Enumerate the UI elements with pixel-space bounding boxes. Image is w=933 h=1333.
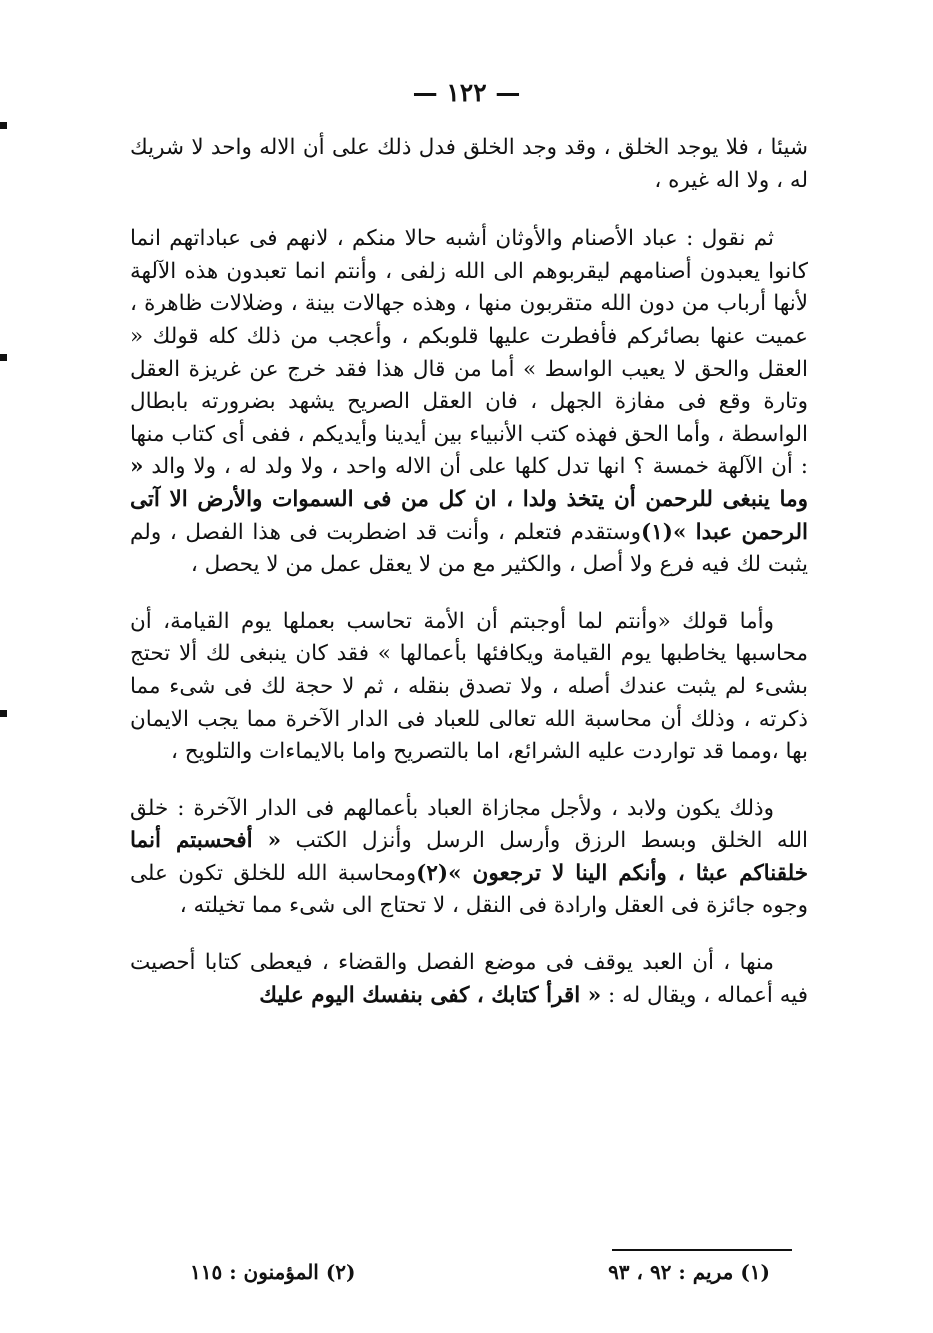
footnote-divider <box>612 1249 792 1251</box>
footnote-ref: (٢) <box>416 860 449 886</box>
footnote-ref: (١) <box>641 519 673 545</box>
paragraph <box>130 947 808 1012</box>
paragraph: شيئا ، فلا يوجد الخلق ، وقد وجد الخلق فدل ذلك على أن الاله واحد لا شريك له ، ولا اله غيره ، <box>130 135 808 193</box>
paragraph <box>130 223 808 582</box>
footnotes <box>190 1260 770 1284</box>
quran-quote: « أفحسبتم أنما خلقناكم عبثا ، وأنكم الينا لا ترجعون » <box>130 828 809 886</box>
paragraph-text: وذلك يكون ولابد ، ولأجل مجازاة العباد بأعمالهم فى الدار الآخرة : خلق الله الخلق وبسط الرزق وأرسل الرسل وأنزل الكتب <box>130 795 808 854</box>
paragraph-text: ثم نقول : عباد الأصنام والأوثان أشبه حالا منكم ، لانهم فى عباداتهم انما كانوا يعبدون أصنامهم ليقربوهم الى الله زلفى ، وأنتم انما تعبدون هذه الآلهة لأنها أرباب من دون الله متقربون منها ، وهذه جهالات بينة ، وضلالات ظاهرة ، عميت عنها بصائركم فأفطرت عليها قلوبكم ، وأعجب من ذلك كله قولك « العقل والحق لا يعيب الواسط » أما من قال هذا فقد خرج عن غريزة العقل وتارة وقع فى مفازة الجهل ، فان العقل الصريح يشهد بضرورته بابطال الواسطة ، وأما الحق فهذه كتب الأنبياء بين أيدينا وأيديكم ، ففى أى كتاب منها : أن الآلهة خمسة ؟ انها تدل كلها على أن الاله واحد ، ولا ولد له ، ولا والد <box>130 226 808 480</box>
paragraph: وأما قولك «وأنتم لما أوجبتم أن الأمة تحاسب بعملها يوم القيامة، أن محاسبها يخاطبها يوم القيامة ويكافئها بأعمالها » فقد كان ينبغى لك ألا تحتج بشىء لم يثبت عندك أصله ، ولا تصدق بنقله ، ثم لا حجة لك فى شىء مما ذكرته ، وذلك أن محاسبة الله تعالى للعباد فى الدار الآخرة مما يجب الايمان بها ،ومما قد تواردت عليه الشرائع، اما بالتصريح واما بالايماءات والتلويح ، <box>130 608 808 765</box>
footnote: (١) مريم : ٩٢ ، ٩٣ <box>608 1260 770 1284</box>
page-number: — ١٢٢ — <box>412 78 521 107</box>
quran-quote: « وما ينبغى للرحمن أن يتخذ ولدا ، ان كل من فى السموات والأرض الا آتى الرحمن عبدا » <box>130 454 808 545</box>
margin-mark <box>0 710 7 717</box>
body-text <box>130 132 808 1012</box>
paragraph <box>130 793 808 923</box>
margin-mark <box>0 122 7 129</box>
margin-mark <box>0 354 7 361</box>
paragraph-text: ومحاسبة الله للخلق تكون على وجوه جائزة فى العقل وارادة فى النقل ، لا تحتاج الى شىء مما تخيلته ، <box>130 860 808 919</box>
quran-quote: « اقرأ كتابك ، كفى بنفسك اليوم عليك <box>259 982 602 1008</box>
paragraph-text: منها ، أن العبد يوقف فى موضع الفصل والقضاء ، فيعطى كتابا أحصيت فيه أعماله ، ويقال له : <box>130 950 808 1008</box>
paragraph-text: وستقدم فتعلم ، وأنت قد اضطربت فى هذا الفصل ، ولم يثبت لك فيه فرع ولا أصل ، والكثير مع من لا يعقل عمل من لا يحصل ، <box>130 519 808 578</box>
footnote: (٢) المؤمنون : ١١٥ <box>190 1260 356 1284</box>
